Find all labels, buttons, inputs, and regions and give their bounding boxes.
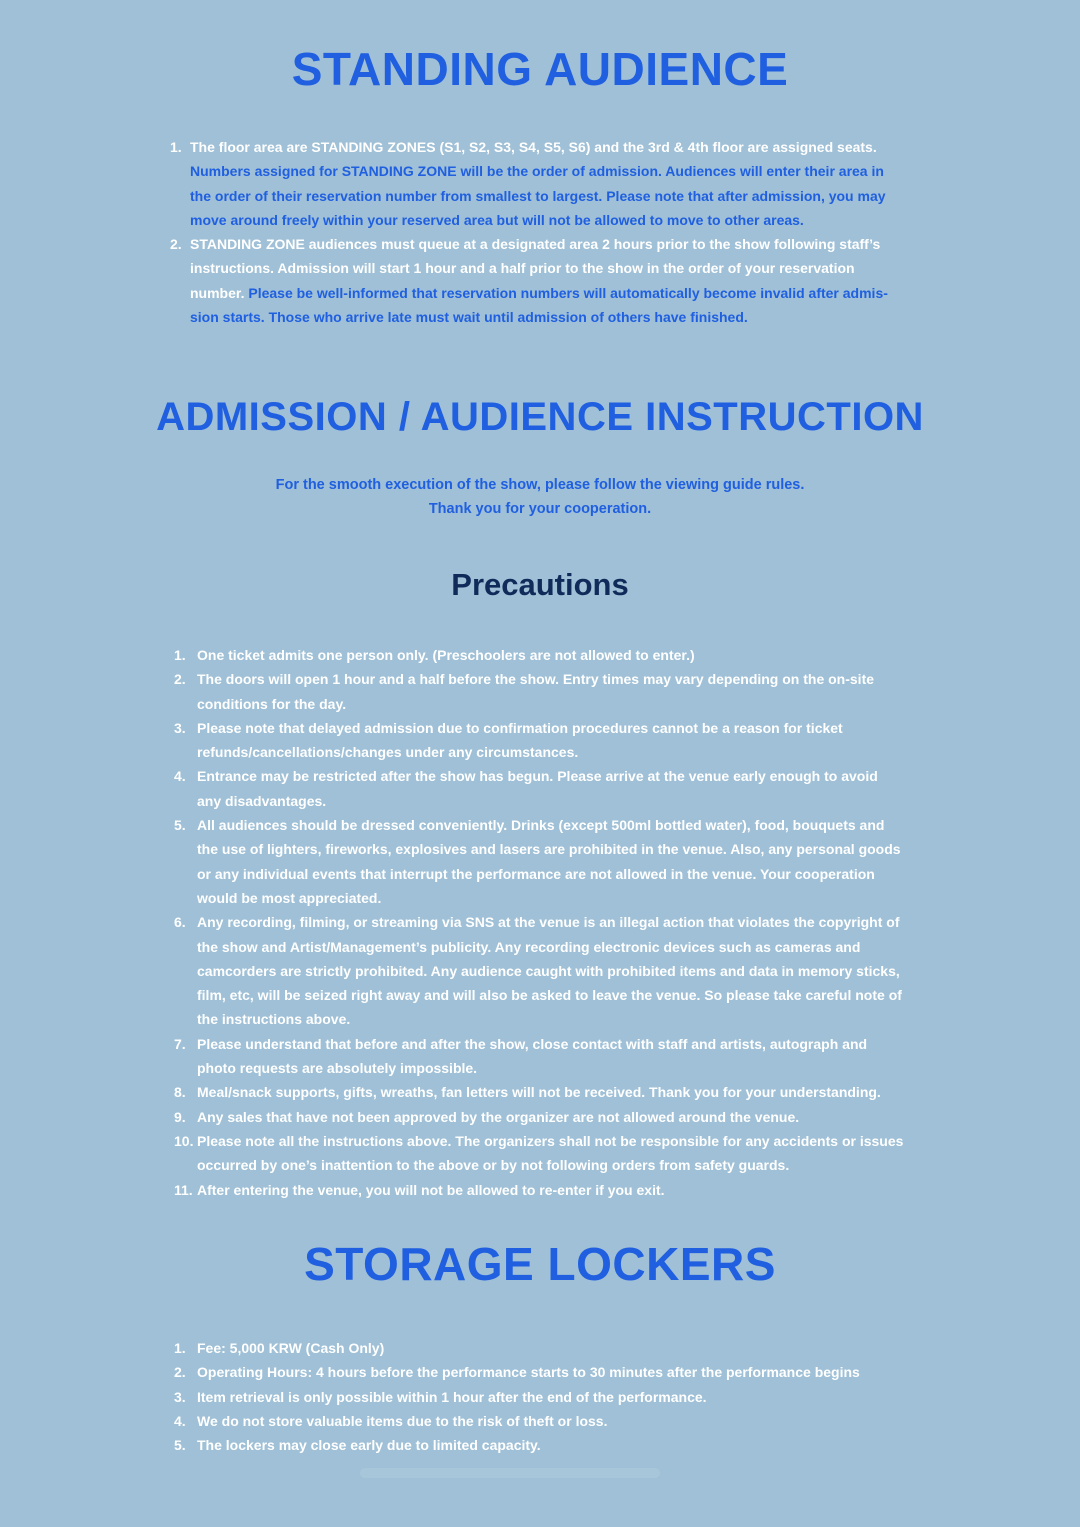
list-item-line — [190, 232, 910, 256]
storage-lockers-list — [174, 1336, 917, 1457]
list-item-line: Please note all the instructions above. The organizers shall not be responsible for any accidents or issues — [197, 1132, 904, 1149]
list-item-line: The lockers may close early due to limited capacity. — [197, 1437, 541, 1454]
list-item — [170, 135, 910, 232]
list-item-line: film, etc, will be seized right away and will also be asked to leave the venue. So please take careful note of — [197, 987, 902, 1004]
list-item — [174, 1032, 917, 1081]
list-item-text: instructions. Admission will start 1 hour and a half prior to the show in the order of your reservation — [190, 260, 855, 277]
admission-intro — [0, 473, 1080, 522]
list-item-line: the instructions above. — [197, 1011, 351, 1028]
storage-lockers-heading: STORAGE LOCKERS — [304, 1238, 776, 1290]
precautions-list — [174, 643, 917, 1202]
list-item-line — [190, 256, 910, 280]
list-item — [174, 643, 917, 667]
list-item-number: 4. — [174, 768, 186, 785]
list-item-line: We do not store valuable items due to the risk of theft or loss. — [197, 1412, 608, 1429]
list-item — [174, 1336, 917, 1360]
list-item-number: 10. — [174, 1132, 194, 1149]
list-item-number: 2. — [170, 236, 182, 253]
list-item-line: After entering the venue, you will not be allowed to re-enter if you exit. — [197, 1181, 665, 1198]
list-item-highlight-text: sion starts. Those who arrive late must wait until admission of others have finished. — [190, 309, 748, 326]
list-item-number: 1. — [174, 1340, 186, 1356]
list-item — [174, 1409, 917, 1433]
list-item — [174, 1433, 917, 1457]
standing-audience-list — [170, 135, 910, 329]
list-item-line: All audiences should be dressed conveniently. Drinks (except 500ml bottled water), food, bouquets and — [197, 817, 885, 834]
list-item-line: Meal/snack supports, gifts, wreaths, fan letters will not be received. Thank you for your understanding. — [197, 1084, 881, 1101]
list-item — [170, 232, 910, 329]
list-item-number: 7. — [174, 1035, 186, 1052]
list-item-line — [190, 305, 910, 329]
list-item-highlight-text: Please be well-informed that reservation numbers will automatically become invalid after admis- — [248, 284, 888, 301]
list-item-line: Operating Hours: 4 hours before the performance starts to 30 minutes after the performance begins — [197, 1364, 860, 1381]
admission-intro-line: Thank you for your cooperation. — [428, 501, 652, 518]
list-item-number: 2. — [174, 671, 186, 688]
admission-intro-line: For the smooth execution of the show, please follow the viewing guide rules. — [275, 477, 805, 493]
list-item-line — [190, 159, 910, 183]
list-item-line: occurred by one’s inattention to the above or by not following orders from safety guards. — [197, 1157, 790, 1174]
list-item-line — [190, 281, 910, 305]
list-item-number: 8. — [174, 1084, 186, 1101]
list-item-number: 3. — [174, 1388, 186, 1405]
list-item-number: 1. — [174, 647, 186, 663]
list-item-number: 5. — [174, 817, 186, 834]
standing-audience-heading: STANDING AUDIENCE — [291, 43, 789, 95]
list-item-line: or any individual events that interrupt the performance are not allowed in the venue. Your cooperation — [197, 865, 875, 882]
list-item-line: any disadvantages. — [197, 792, 327, 809]
list-item-line: Please understand that before and after the show, close contact with staff and artists, autograph and — [197, 1035, 868, 1052]
list-item-line: Item retrieval is only possible within 1 hour after the end of the performance. — [197, 1388, 707, 1405]
list-item — [174, 1360, 917, 1384]
list-item — [174, 1080, 917, 1104]
list-item-highlight-text: move around freely within your reserved area but will not be allowed to move to other areas. — [190, 211, 804, 228]
list-item-number: 6. — [174, 914, 186, 931]
list-item-number: 5. — [174, 1437, 186, 1454]
list-item-number: 3. — [174, 719, 186, 736]
list-item-text: The floor area are STANDING ZONES (S1, S2, S3, S4, S5, S6) and the 3rd & 4th floor are assigned seats. — [190, 139, 877, 155]
list-item — [174, 716, 917, 765]
list-item — [174, 1385, 917, 1409]
list-item-line: the use of lighters, fireworks, explosives and lasers are prohibited in the venue. Also, any personal goods — [197, 841, 901, 858]
list-item-line — [190, 135, 910, 159]
list-item-line: Fee: 5,000 KRW (Cash Only) — [197, 1340, 385, 1356]
list-item-line: Any sales that have not been approved by the organizer are not allowed around the venue. — [197, 1108, 800, 1125]
list-item-highlight-text: the order of their reservation number from smallest to largest. Please note that after admission, you may — [190, 187, 886, 204]
list-item-line: refunds/cancellations/changes under any circumstances. — [197, 744, 579, 761]
list-item-number: 11. — [174, 1181, 193, 1198]
list-item-highlight-text: Numbers assigned for STANDING ZONE will be the order of admission. Audiences will enter their area in — [190, 163, 884, 180]
footer-divider — [360, 1468, 660, 1478]
list-item — [174, 764, 917, 813]
list-item-line: Please note that delayed admission due to confirmation procedures cannot be a reason for ticket — [197, 719, 843, 736]
list-item-line: the show and Artist/Management’s publicity. Any recording electronic devices such as cameras and — [197, 938, 861, 955]
list-item-line — [190, 184, 910, 208]
list-item-line: would be most appreciated. — [197, 889, 382, 906]
admission-instruction-heading: ADMISSION / AUDIENCE INSTRUCTION — [156, 395, 924, 439]
list-item — [174, 910, 917, 1031]
list-item — [174, 1129, 917, 1178]
list-item-line: conditions for the day. — [197, 695, 347, 712]
list-item — [174, 667, 917, 716]
list-item-line: The doors will open 1 hour and a half before the show. Entry times may vary depending on the on-site — [197, 671, 875, 688]
list-item-number: 9. — [174, 1108, 186, 1125]
list-item — [174, 1178, 917, 1202]
list-item-number: 1. — [170, 139, 182, 155]
list-item-number: 2. — [174, 1364, 186, 1381]
precautions-heading: Precautions — [451, 567, 629, 602]
list-item-number: 4. — [174, 1412, 186, 1429]
list-item-line: photo requests are absolutely impossible. — [197, 1060, 478, 1077]
list-item-line: One ticket admits one person only. (Preschoolers are not allowed to enter.) — [197, 647, 695, 663]
list-item-line — [190, 208, 910, 232]
list-item — [174, 813, 917, 910]
list-item-text: STANDING ZONE audiences must queue at a designated area 2 hours prior to the show following staff’s — [190, 236, 881, 253]
list-item-line: Entrance may be restricted after the show has begun. Please arrive at the venue early enough to avoid — [197, 768, 878, 785]
list-item — [174, 1105, 917, 1129]
list-item-line: camcorders are strictly prohibited. Any audience caught with prohibited items and data in memory sticks, — [197, 962, 900, 979]
list-item-line: Any recording, filming, or streaming via SNS at the venue is an illegal action that violates the copyright of — [197, 914, 900, 931]
list-item-text: number. — [190, 284, 249, 301]
